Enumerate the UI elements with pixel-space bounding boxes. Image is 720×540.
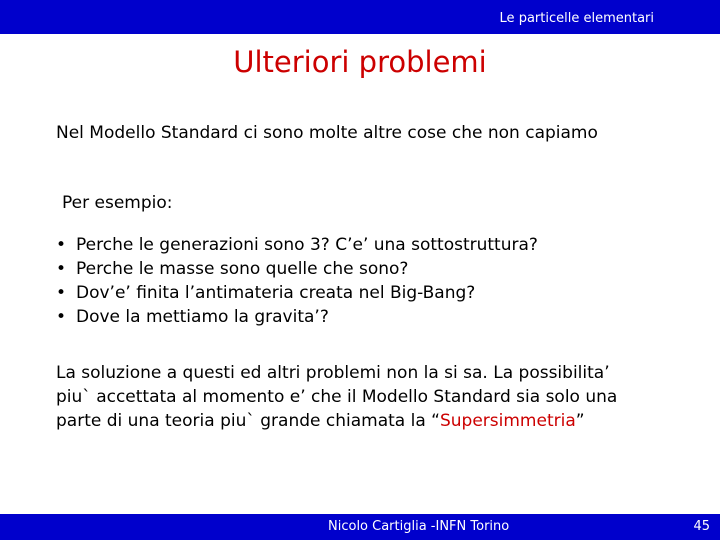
bullet-item — [56, 305, 538, 329]
intro-text: Nel Modello Standard ci sono molte altre cose che non capiamo — [56, 123, 598, 143]
page-number: 45 — [693, 519, 710, 534]
bullet-text: Perche le masse sono quelle che sono? — [76, 259, 409, 279]
conclusion-after: ” — [575, 411, 585, 431]
conclusion-text — [56, 361, 636, 433]
conclusion-before: La soluzione a questi ed altri problemi non la si sa. La possibilita’ piu` accettata al momento e’ che il Modello Standard sia solo una parte di una teoria piu` grande chiamata la “ — [56, 363, 618, 431]
bullet-icon: • — [56, 235, 67, 255]
bullet-icon: • — [56, 283, 67, 303]
bullet-text: Dove la mettiamo la gravita’? — [76, 307, 329, 327]
bullet-list — [56, 233, 538, 329]
bullet-item — [56, 257, 538, 281]
footer-bar — [0, 514, 720, 540]
bullet-item — [56, 233, 538, 257]
bullet-icon: • — [56, 307, 67, 327]
bullet-text: Perche le generazioni sono 3? C’e’ una sottostruttura? — [76, 235, 538, 255]
header-bar — [0, 0, 720, 34]
example-label: Per esempio: — [62, 193, 173, 213]
header-title: Le particelle elementari — [499, 11, 654, 26]
slide-title: Ulteriori problemi — [233, 45, 487, 79]
bullet-icon: • — [56, 259, 67, 279]
supersymmetry-highlight: Supersimmetria — [439, 411, 576, 431]
footer-author: Nicolo Cartiglia -INFN Torino — [328, 519, 510, 534]
bullet-text: Dov’e’ finita l’antimateria creata nel Big-Bang? — [76, 283, 476, 303]
bullet-item — [56, 281, 538, 305]
